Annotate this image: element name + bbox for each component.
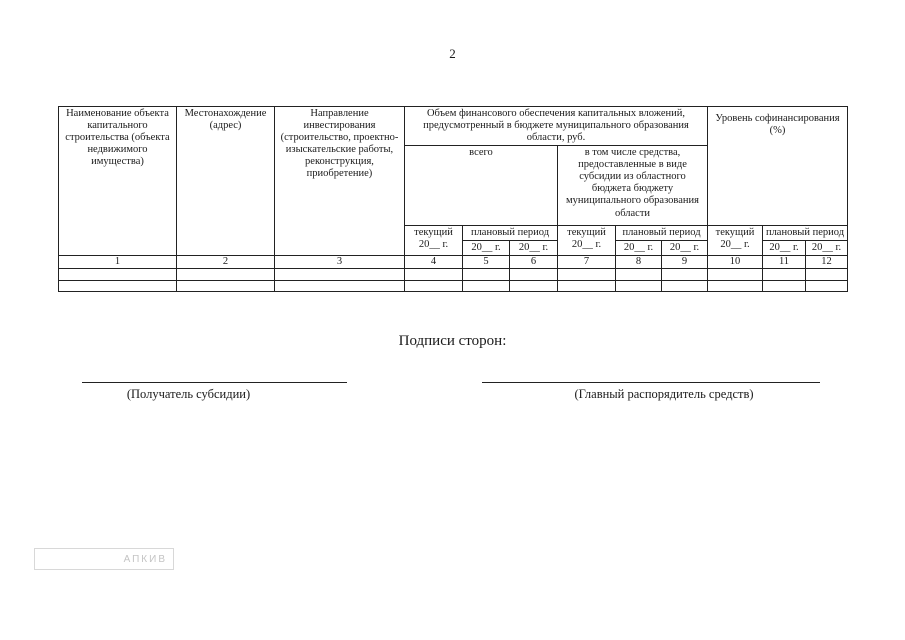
header-planned-year: 20__ г. <box>463 241 510 256</box>
header-direction: Направление инвестирования (строительство, проектно-изыскательские работы, реконструкция, приобретение) <box>275 107 405 256</box>
signatures-title: Подписи сторон: <box>398 333 507 349</box>
column-number: 11 <box>763 256 806 269</box>
column-number: 7 <box>558 256 616 269</box>
capital-investment-table <box>58 106 848 292</box>
header-planned-period: плановый период <box>763 226 848 241</box>
recipient-signature-line <box>82 382 347 383</box>
column-number: 4 <box>405 256 463 269</box>
column-number: 5 <box>463 256 510 269</box>
column-number: 12 <box>806 256 848 269</box>
column-number: 6 <box>510 256 558 269</box>
header-including-subsidy: в том числе средства, предоставленные в виде субсидии из областного бюджета бюджету муниципального образования области <box>558 146 708 226</box>
header-current-year: текущий 20__ г. <box>708 226 763 256</box>
column-number: 3 <box>275 256 405 269</box>
table-row <box>59 281 848 292</box>
header-financing: Объем финансового обеспечения капитальных вложений, предусмотренный в бюджете муниципального образования области, руб. <box>405 107 708 146</box>
manager-signature-line <box>482 382 820 383</box>
header-planned-period: плановый период <box>463 226 558 241</box>
header-planned-year: 20__ г. <box>662 241 708 256</box>
header-current-year: текущий 20__ г. <box>405 226 463 256</box>
column-number: 1 <box>59 256 177 269</box>
header-planned-year: 20__ г. <box>763 241 806 256</box>
header-location: Местонахождение (адрес) <box>177 107 275 256</box>
column-number: 2 <box>177 256 275 269</box>
page-number: 2 <box>449 46 456 61</box>
faded-stamp <box>34 548 174 570</box>
column-number: 8 <box>616 256 662 269</box>
header-planned-year: 20__ г. <box>616 241 662 256</box>
header-planned-year: 20__ г. <box>510 241 558 256</box>
header-total: всего <box>405 146 558 226</box>
header-planned-year: 20__ г. <box>806 241 848 256</box>
stamp-text: АПКИВ <box>123 553 167 565</box>
recipient-signature-label: (Получатель субсидии) <box>126 387 251 401</box>
column-number-row <box>59 256 848 269</box>
header-planned-period: плановый период <box>616 226 708 241</box>
header-cofinancing: Уровень софинансирования (%) <box>708 107 848 226</box>
header-current-year: текущий 20__ г. <box>558 226 616 256</box>
header-object-name: Наименование объекта капитального строительства (объекта недвижимого имущества) <box>59 107 177 256</box>
table-row <box>59 269 848 281</box>
column-number: 9 <box>662 256 708 269</box>
column-number: 10 <box>708 256 763 269</box>
manager-signature-label: (Главный распорядитель средств) <box>574 387 754 401</box>
